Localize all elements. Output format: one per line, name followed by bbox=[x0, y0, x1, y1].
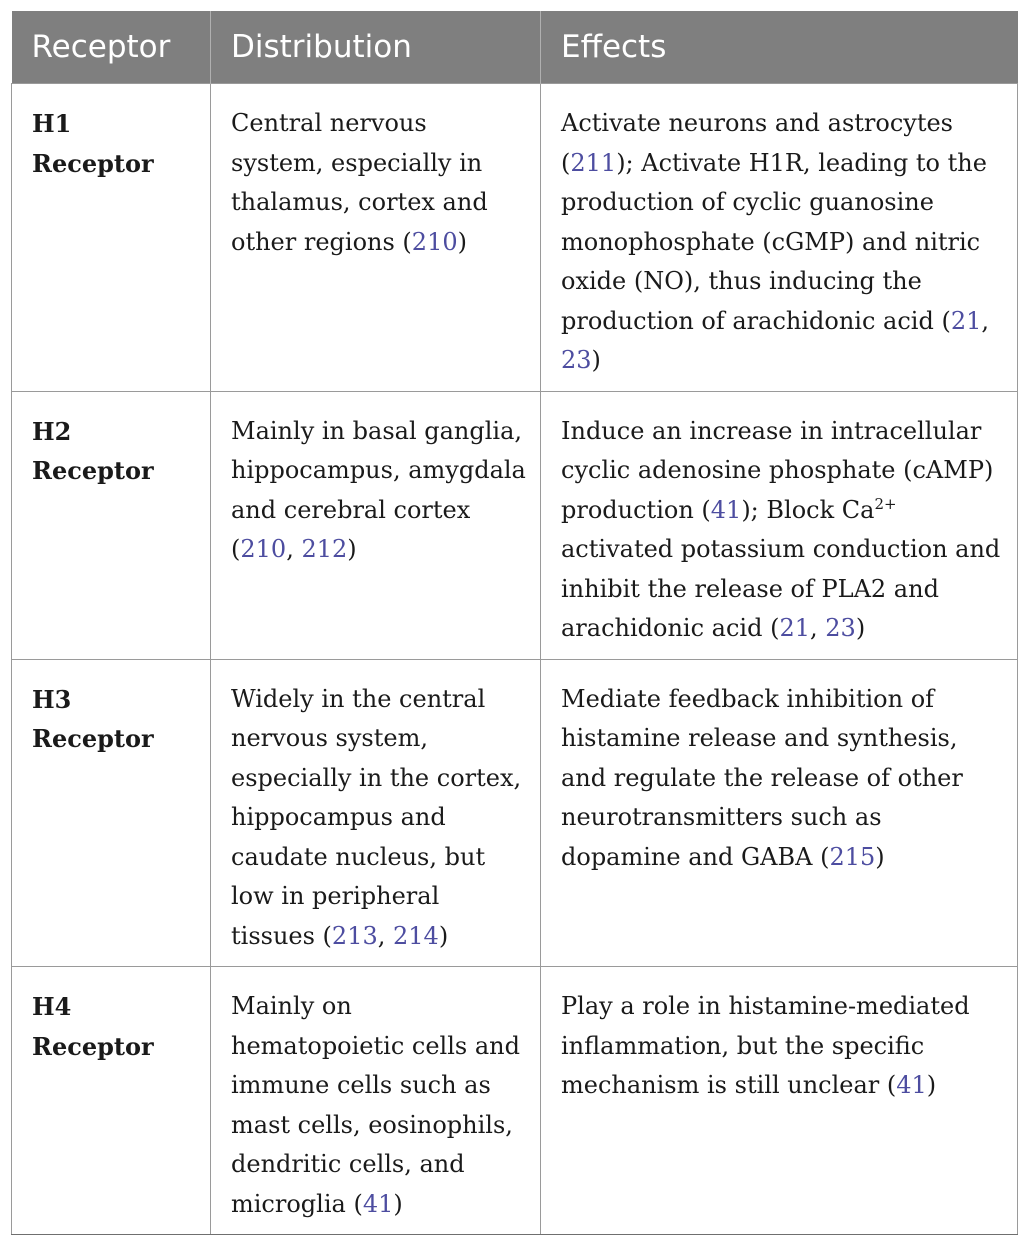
cell-text: Mainly in basal ganglia, hippocampus, amygdala and cerebral cortex ( bbox=[231, 416, 526, 563]
cell-text: , bbox=[810, 614, 826, 642]
cell-text: Mainly on hematopoietic cells and immune cells such as mast cells, eosinophils, dendritic cells, and microglia ( bbox=[231, 992, 520, 1218]
effects-cell bbox=[541, 659, 1018, 967]
cell-text: , bbox=[286, 535, 302, 563]
cell-text: ); Block Ca bbox=[741, 495, 875, 524]
table-body bbox=[12, 84, 1018, 1235]
citation-link[interactable]: 41 bbox=[362, 1189, 394, 1218]
citation-link[interactable]: 210 bbox=[411, 227, 458, 256]
distribution-cell bbox=[211, 391, 541, 659]
cell-text: Central nervous system, especially in thalamus, cortex and other regions ( bbox=[231, 109, 488, 256]
cell-text: Induce an increase in intracellular cyclic adenosine phosphate (cAMP) production ( bbox=[561, 416, 994, 524]
cell-text: Activate neurons and astrocytes ( bbox=[561, 109, 953, 177]
receptor-table-container bbox=[11, 11, 1017, 1235]
cell-text: Mediate feedback inhibition of histamine release and synthesis, and regulate the release of other neurotransmitters such as dopamine and GABA ( bbox=[561, 684, 963, 871]
citation-link[interactable]: 21 bbox=[950, 306, 982, 335]
cell-text: ) bbox=[438, 921, 449, 950]
citation-link[interactable]: 21 bbox=[779, 614, 811, 642]
citation-link[interactable]: 41 bbox=[896, 1071, 927, 1099]
citation-link[interactable]: 41 bbox=[710, 495, 742, 524]
table-row bbox=[12, 84, 1018, 392]
header-receptor: Receptor bbox=[12, 11, 211, 84]
effects-cell bbox=[541, 391, 1018, 659]
cell-text: activated potassium conduction and inhibit the release of PLA2 and arachidonic acid ( bbox=[561, 535, 1001, 642]
cell-text: Widely in the central nervous system, especially in the cortex, hippocampus and caudate nucleus, but low in peripheral tissues ( bbox=[231, 684, 522, 950]
cell-text: Play a role in histamine-mediated inflammation, but the specific mechanism is still unclear ( bbox=[561, 992, 970, 1099]
effects-cell bbox=[541, 84, 1018, 392]
cell-text: ) bbox=[393, 1189, 403, 1218]
receptor-name-cell: H3 Receptor bbox=[12, 659, 211, 967]
citation-link[interactable]: 215 bbox=[829, 842, 876, 871]
receptor-name-cell: H1 Receptor bbox=[12, 84, 211, 392]
header-distribution: Distribution bbox=[211, 11, 541, 84]
cell-text: ) bbox=[347, 535, 357, 563]
distribution-cell bbox=[211, 967, 541, 1235]
cell-text: ) bbox=[457, 227, 467, 256]
cell-text: , bbox=[981, 306, 990, 335]
citation-link[interactable]: 210 bbox=[240, 535, 287, 563]
cell-text: ); Activate H1R, leading to the production of cyclic guanosine monophosphate (cGMP) and nitric oxide (NO), thus inducing the production of arachidonic acid ( bbox=[561, 148, 987, 335]
receptor-table bbox=[11, 11, 1018, 1235]
citation-link[interactable]: 211 bbox=[570, 148, 617, 177]
citation-link[interactable]: 214 bbox=[393, 921, 439, 950]
cell-text: , bbox=[377, 921, 393, 950]
table-row bbox=[12, 967, 1018, 1235]
cell-text: ) bbox=[926, 1071, 937, 1099]
distribution-cell bbox=[211, 84, 541, 392]
header-effects: Effects bbox=[541, 11, 1018, 84]
receptor-name-cell: H2 Receptor bbox=[12, 391, 211, 659]
citation-link[interactable]: 23 bbox=[561, 346, 592, 374]
citation-link[interactable]: 212 bbox=[301, 535, 348, 563]
cell-text: ) bbox=[855, 614, 866, 642]
receptor-name-cell: H4 Receptor bbox=[12, 967, 211, 1235]
citation-link[interactable]: 23 bbox=[825, 614, 856, 642]
table-row bbox=[12, 391, 1018, 659]
distribution-cell bbox=[211, 659, 541, 967]
cell-text: ) bbox=[591, 346, 601, 374]
effects-cell bbox=[541, 967, 1018, 1235]
table-row bbox=[12, 659, 1018, 967]
cell-text: ) bbox=[875, 842, 885, 871]
citation-link[interactable]: 213 bbox=[331, 921, 378, 950]
superscript: 2+ bbox=[874, 494, 897, 513]
table-header bbox=[12, 11, 1018, 84]
header-row bbox=[12, 11, 1018, 84]
